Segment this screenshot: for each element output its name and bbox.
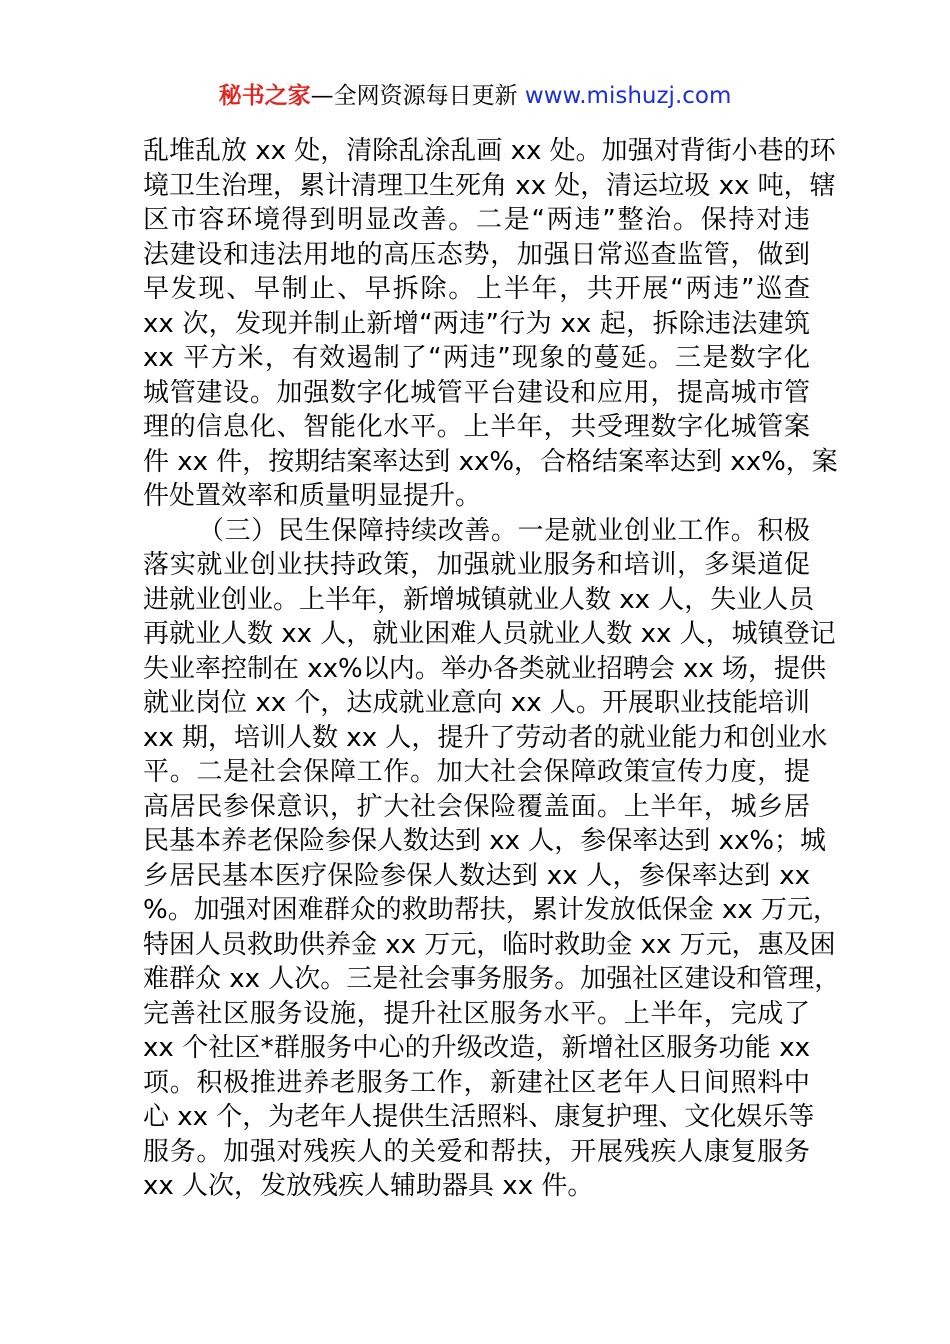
text-line: 特困人员救助供养金 xx 万元，临时救助金 xx 万元，惠及困 (143, 929, 836, 960)
text-line: 完善社区服务设施，提升社区服务水平。上半年，完成了 (143, 998, 810, 1029)
text-line: 失业率控制在 xx%以内。举办各类就业招聘会 xx 场，提供 (143, 653, 827, 684)
text-line: xx 平方米，有效遏制了“两违”现象的蔓延。三是数字化 (143, 343, 810, 373)
text-line: 区市容环境得到明显改善。二是“两违”整治。保持对违 (143, 205, 810, 235)
text-line: 乱堆乱放 xx 处，清除乱涂乱画 xx 处。加强对背街小巷的环 (143, 136, 836, 166)
text-line: 就业岗位 xx 个，达成就业意向 xx 人。开展职业技能培训 (143, 688, 810, 718)
text-line: 落实就业创业扶持政策，加强就业服务和培训，多渠道促 (143, 550, 810, 580)
text-line: 境卫生治理，累计清理卫生死角 xx 处，清运垃圾 xx 吨，辖 (143, 170, 836, 201)
text-line: 城管建设。加强数字化城管平台建设和应用，提高城市管 (143, 377, 810, 408)
site-brand: 秘书之家 (218, 83, 311, 109)
text-line: 件处置效率和质量明显提升。 (143, 481, 482, 511)
text-line: xx 个社区*群服务中心的升级改造，新增社区服务功能 xx (143, 1033, 810, 1063)
text-line: 民基本养老保险参保人数达到 xx 人，参保率达到 xx%；城 (143, 826, 827, 856)
text-line: 再就业人数 xx 人，就业困难人员就业人数 xx 人，城镇登记 (143, 619, 836, 649)
text-line: 心 xx 个，为老年人提供生活照料、康复护理、文化娱乐等 (143, 1102, 815, 1132)
text-line: 平。二是社会保障工作。加大社会保障政策宣传力度，提 (143, 757, 810, 787)
site-url-link[interactable]: www.mishuzj.com (524, 83, 732, 109)
text-line: 早发现、早制止、早拆除。上半年，共开展“两违”巡查 (143, 274, 810, 304)
text-line: 件 xx 件，按期结案率达到 xx%，合格结案率达到 xx%，案 (143, 446, 838, 477)
text-line: 理的信息化、智能化水平。上半年，共受理数字化城管案 (143, 412, 810, 442)
text-line: xx 期，培训人数 xx 人，提升了劳动者的就业能力和创业水 (143, 722, 828, 753)
text-line: 项。积极推进养老服务工作，新建社区老年人日间照料中 (143, 1067, 810, 1098)
page-header (0, 80, 950, 112)
text-line: 高居民参保意识，扩大社会保险覆盖面。上半年，城乡居 (143, 791, 810, 822)
text-line: xx 人次，发放残疾人辅助器具 xx 件。 (143, 1171, 594, 1201)
text-line: 服务。加强对残疾人的关爱和帮扶，开展残疾人康复服务 (143, 1136, 810, 1167)
text-line: %。加强对困难群众的救助帮扶，累计发放低保金 xx 万元， (143, 895, 840, 925)
text-line: 法建设和违法用地的高压态势，加强日常巡查监管，做到 (143, 239, 810, 270)
text-line: 乡居民基本医疗保险参保人数达到 xx 人，参保率达到 xx (143, 860, 810, 891)
site-tagline: —全网资源每日更新 (310, 83, 525, 109)
document-body (143, 134, 841, 1204)
section-heading-line: （三）民生保障持续改善。一是就业创业工作。积极 (198, 515, 810, 546)
text-line: 难群众 xx 人次。三是社会事务服务。加强社区建设和管理， (143, 964, 841, 994)
text-line: xx 次，发现并制止新增“两违”行为 xx 起，拆除违法建筑 (143, 308, 810, 339)
text-line: 进就业创业。上半年，新增城镇就业人数 xx 人，失业人员 (143, 584, 815, 615)
